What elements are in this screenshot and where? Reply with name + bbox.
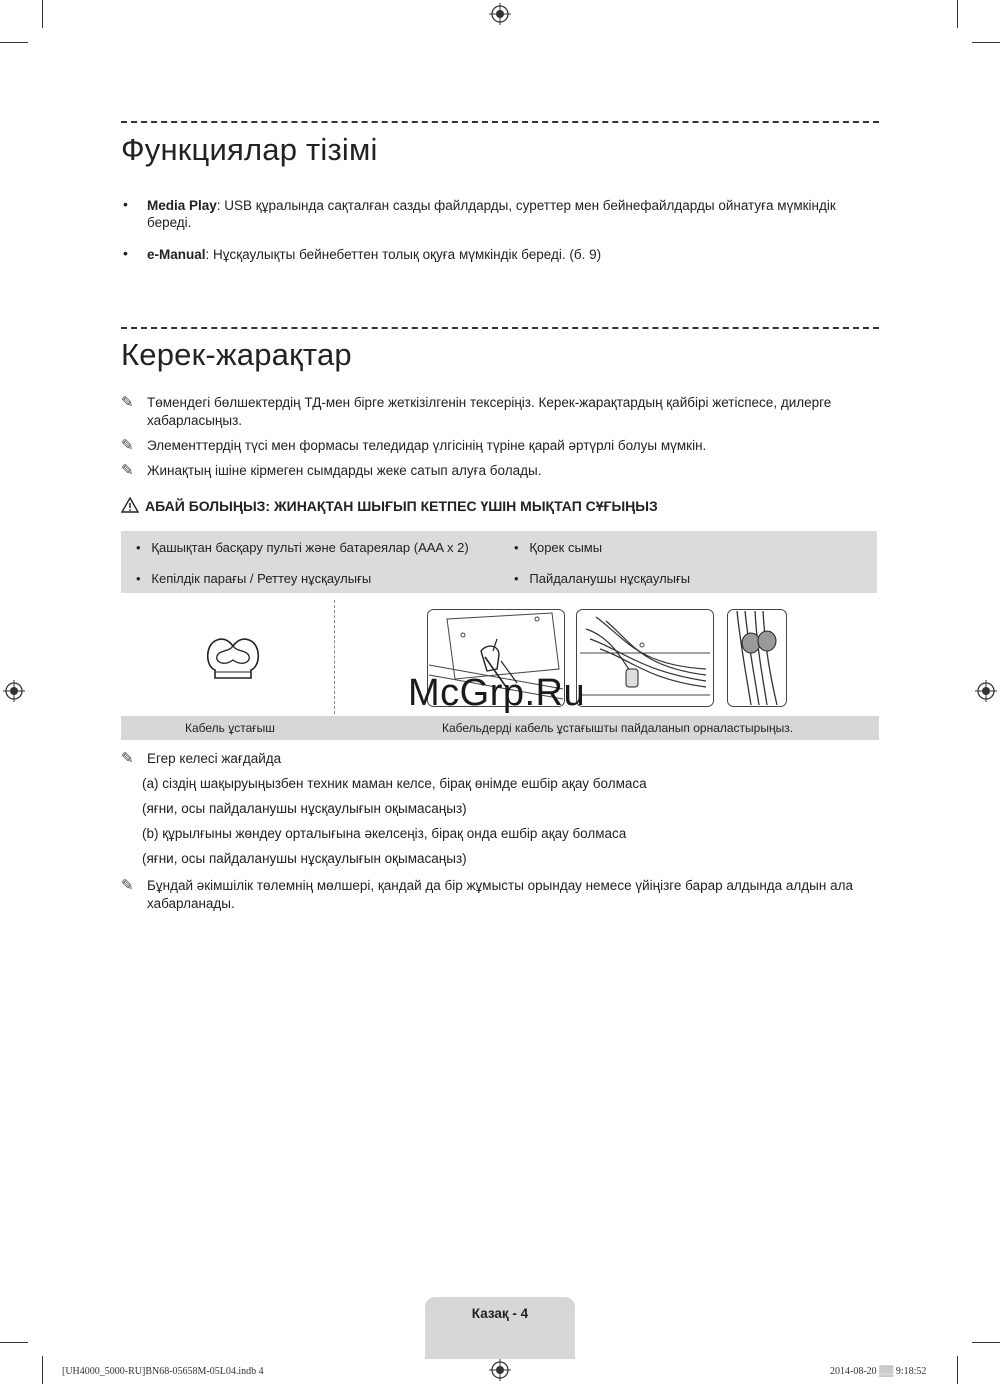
section-divider (121, 121, 879, 123)
accessory-item: • Пайдаланушы нұсқаулығы (514, 571, 691, 586)
accessories-title: Керек-жарақтар (121, 337, 352, 372)
cables-closeup-illustration (727, 609, 787, 707)
note-pencil-icon: ✎ (121, 437, 134, 454)
figure-divider (334, 600, 335, 714)
crop-mark (957, 0, 958, 28)
accessories-list-box (121, 531, 877, 593)
cable-holder-illustration (203, 632, 263, 682)
crop-mark (42, 1356, 43, 1384)
figure-caption-bar (121, 716, 879, 740)
registration-mark-icon (3, 680, 25, 702)
condition-line: (b) құрылғыны жөндеу орталығына әкелсеңіз, бірақ онда ешбір ақау болмаса (142, 826, 627, 841)
note-pencil-icon: ✎ (121, 462, 134, 479)
registration-mark-icon (975, 680, 997, 702)
page-number-tab (425, 1297, 575, 1359)
crop-mark (957, 1356, 958, 1384)
watermark: McGrp.Ru (408, 672, 586, 714)
section-divider (121, 327, 879, 329)
page-label: Казақ - 4 (471, 1306, 529, 1321)
accessory-item: • Қорек сымы (514, 540, 603, 555)
feature-item: • Media Play: USB құралында сақталған сазды файлдарды, суреттер мен бейнефайлдарды ойнатуға мүмкіндік береді. (123, 196, 836, 230)
note-item: ✎ Төмендегі бөлшектердің ТД-мен бірге жеткізілгенін тексеріңіз. Керек-жарақтардың қайбірі жетіспесе, дилерге хабарласыңыз. (121, 394, 832, 428)
warning-triangle-icon (121, 497, 139, 513)
cables-bundled-illustration (576, 609, 714, 707)
note-item: ✎ Элементтердің түсі мен формасы теледидар үлгісінің түріне қарай әртүрлі болуы мүмкін. (121, 437, 707, 454)
feature-text: : USB құралында сақталған сазды файлдарды, суреттер мен бейнефайлдарды ойнатуға мүмкіндік береді. (147, 198, 836, 230)
feature-term: Media Play (147, 198, 217, 213)
note-pencil-icon: ✎ (121, 394, 134, 411)
crop-mark (972, 42, 1000, 43)
print-info-left: [UH4000_5000-RU]BN68-05658M-05L04.indb 4 (62, 1366, 264, 1377)
note-pencil-icon: ✎ (121, 750, 134, 767)
accessory-item: • Қашықтан басқару пульті және батареялар (AAA x 2) (136, 540, 469, 555)
accessory-item: • Кепілдік парағы / Реттеу нұсқаулығы (136, 571, 372, 586)
crop-mark (0, 42, 28, 43)
condition-line: (a) сіздің шақыруыңызбен техник маман келсе, бірақ өнімде ешбір ақау болмаса (142, 776, 647, 791)
crop-mark (42, 0, 43, 28)
feature-term: e-Manual (147, 247, 206, 262)
registration-mark-icon (489, 1359, 511, 1381)
crop-mark (0, 1342, 28, 1343)
crop-mark (972, 1342, 1000, 1343)
caution-heading: АБАЙ БОЛЫҢЫЗ: ЖИНАҚТАН ШЫҒЫП КЕТПЕС ҮШІН МЫҚТАП СҰҒЫҢЫЗ (121, 497, 658, 514)
caption-cable-holder: Кабель ұстағыш (185, 721, 275, 735)
feature-text: : Нұсқаулықты бейнебеттен толық оқуға мүмкіндік береді. (б. 9) (205, 247, 602, 262)
condition-line: (яғни, осы пайдаланушы нұсқаулығын оқымасаңыз) (142, 801, 467, 816)
caption-cable-usage: Кабельдерді кабель ұстағышты пайдаланып орналастырыңыз. (442, 721, 794, 735)
note-pencil-icon: ✎ (121, 877, 134, 894)
note-item: ✎ Бұндай әкімшілік төлемнің мөлшері, қандай да бір жұмысты орындау немесе үйіңізге барар алдында алдын ала хабарланады. (121, 877, 853, 911)
features-title: Функциялар тізімі (121, 132, 378, 167)
note-item: ✎ Егер келесі жағдайда (121, 750, 282, 767)
print-info-right: 2014-08-20 ▒▒ 9:18:52 (830, 1366, 927, 1377)
feature-item: • e-Manual: Нұсқаулықты бейнебеттен толық оқуға мүмкіндік береді. (б. 9) (123, 245, 602, 262)
note-item: ✎ Жинақтың ішіне кірмеген сымдарды жеке сатып алуға болады. (121, 462, 542, 479)
registration-mark-icon (489, 3, 511, 25)
condition-line: (яғни, осы пайдаланушы нұсқаулығын оқымасаңыз) (142, 851, 467, 866)
